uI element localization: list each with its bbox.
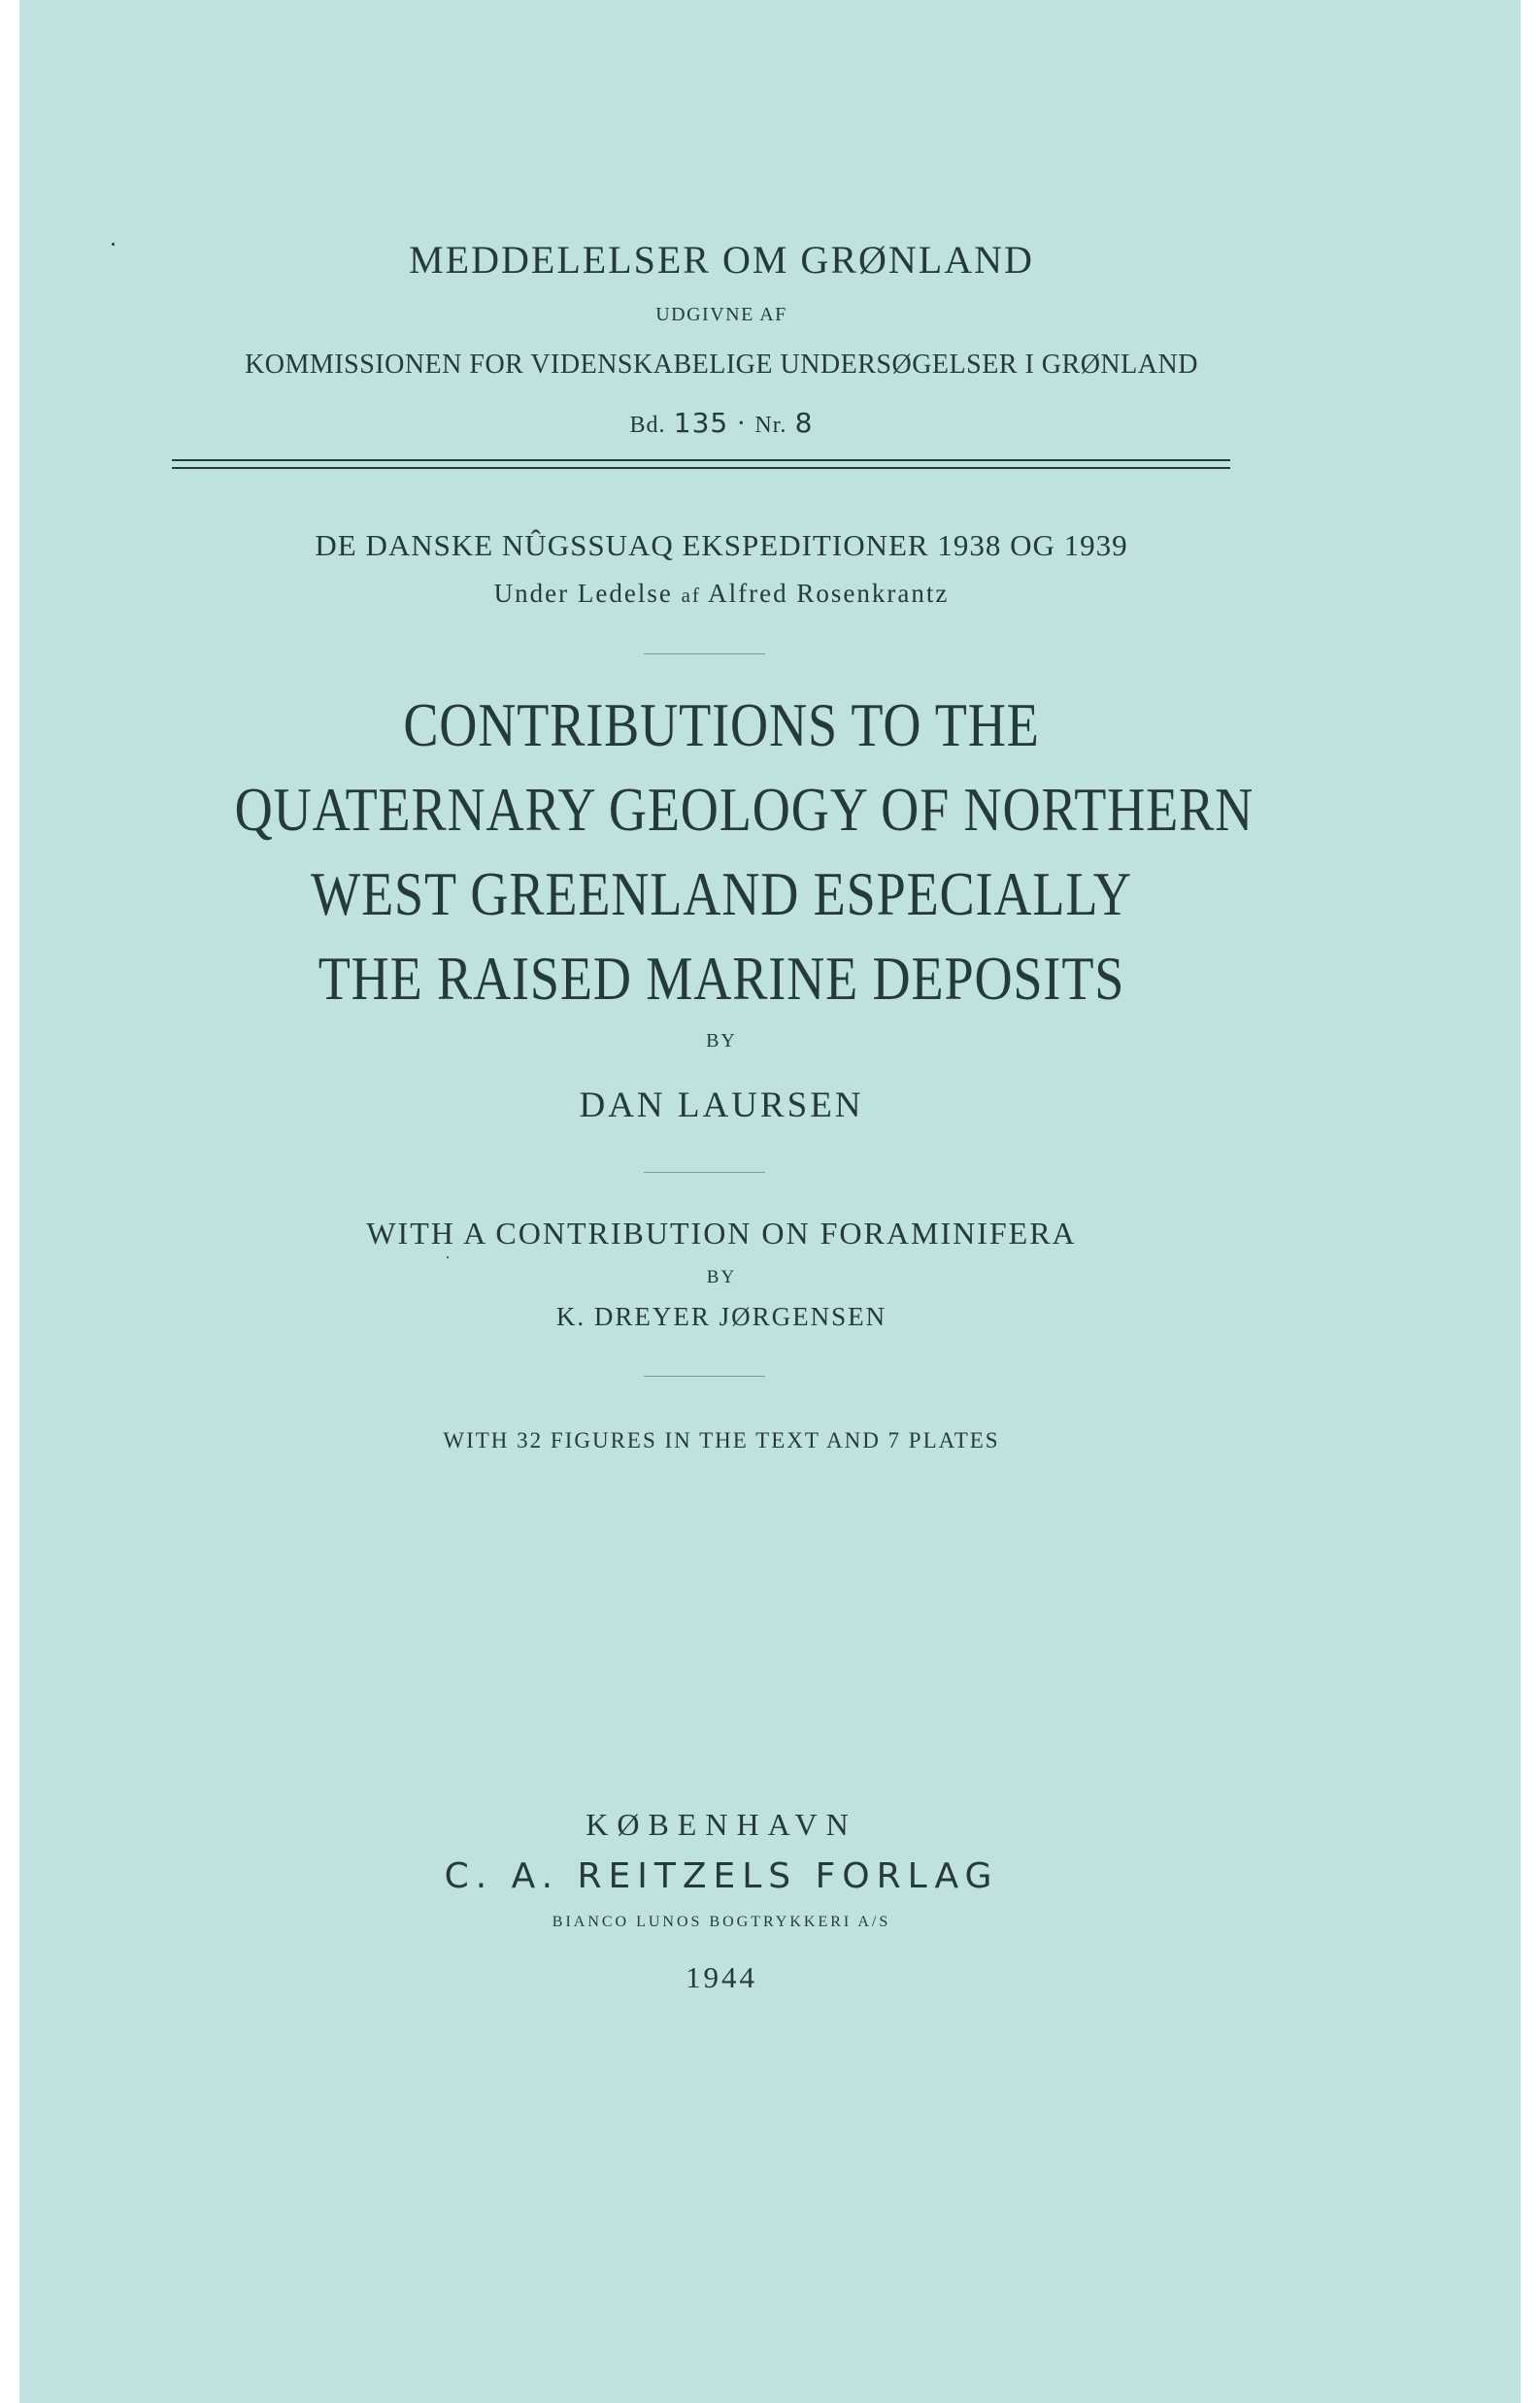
imprint-city: KØBENHAVN xyxy=(586,1807,857,1842)
series-title: MEDDELELSER OM GRØNLAND xyxy=(409,238,1034,282)
imprint-printer: BIANCO LUNOS BOGTRYKKERI A/S xyxy=(552,1914,891,1930)
title-line: CONTRIBUTIONS TO THE xyxy=(403,691,1040,759)
cover-page xyxy=(19,0,1521,2403)
print-speck xyxy=(447,1256,449,1258)
title-line: THE RAISED MARINE DEPOSITS xyxy=(318,945,1125,1013)
number-prefix: Nr. xyxy=(754,413,787,438)
expedition-title: DE DANSKE NÛGSSUAQ EKSPEDITIONER 1938 OG 1939 xyxy=(315,528,1128,562)
figures-note: WITH 32 FIGURES IN THE TEXT AND 7 PLATES xyxy=(443,1428,1000,1452)
title-line: QUATERNARY GEOLOGY OF NORTHERN xyxy=(234,776,1255,844)
volume-line xyxy=(19,407,1423,440)
title-line: WEST GREENLAND ESPECIALLY xyxy=(311,860,1132,928)
contribution-author: K. DREYER JØRGENSEN xyxy=(555,1302,887,1331)
commission-name: KOMMISSIONEN FOR VIDENSKABELIGE UNDERSØGELSER I GRØNLAND xyxy=(245,350,1198,380)
imprint-publisher: C. A. REITZELS FORLAG xyxy=(444,1856,999,1896)
volume-prefix: Bd. xyxy=(629,413,666,438)
print-speck xyxy=(112,243,115,246)
short-rule-divider xyxy=(644,653,765,654)
contribution-title: WITH A CONTRIBUTION ON FORAMINIFERA xyxy=(366,1216,1077,1251)
double-rule-divider xyxy=(172,459,1230,469)
volume-number: 135 xyxy=(673,407,729,439)
short-rule-divider xyxy=(644,1376,765,1377)
leader-word: af xyxy=(681,584,701,607)
leader-word: Rosenkrantz xyxy=(796,579,950,608)
leader-word: Ledelse xyxy=(577,579,673,608)
volume-separator: · xyxy=(736,408,748,439)
leader-word: Under xyxy=(493,579,570,608)
contribution-by-label: BY xyxy=(706,1267,737,1287)
author-name: DAN LAURSEN xyxy=(579,1085,864,1125)
issue-number: 8 xyxy=(794,407,814,439)
imprint-year: 1944 xyxy=(686,1960,757,1994)
by-label: BY xyxy=(706,1030,737,1051)
main-title xyxy=(234,684,1255,1021)
leader-word: Alfred xyxy=(708,579,788,608)
expedition-leader xyxy=(19,579,1423,609)
short-rule-divider xyxy=(644,1172,765,1173)
publisher-label: UDGIVNE AF xyxy=(655,304,787,325)
